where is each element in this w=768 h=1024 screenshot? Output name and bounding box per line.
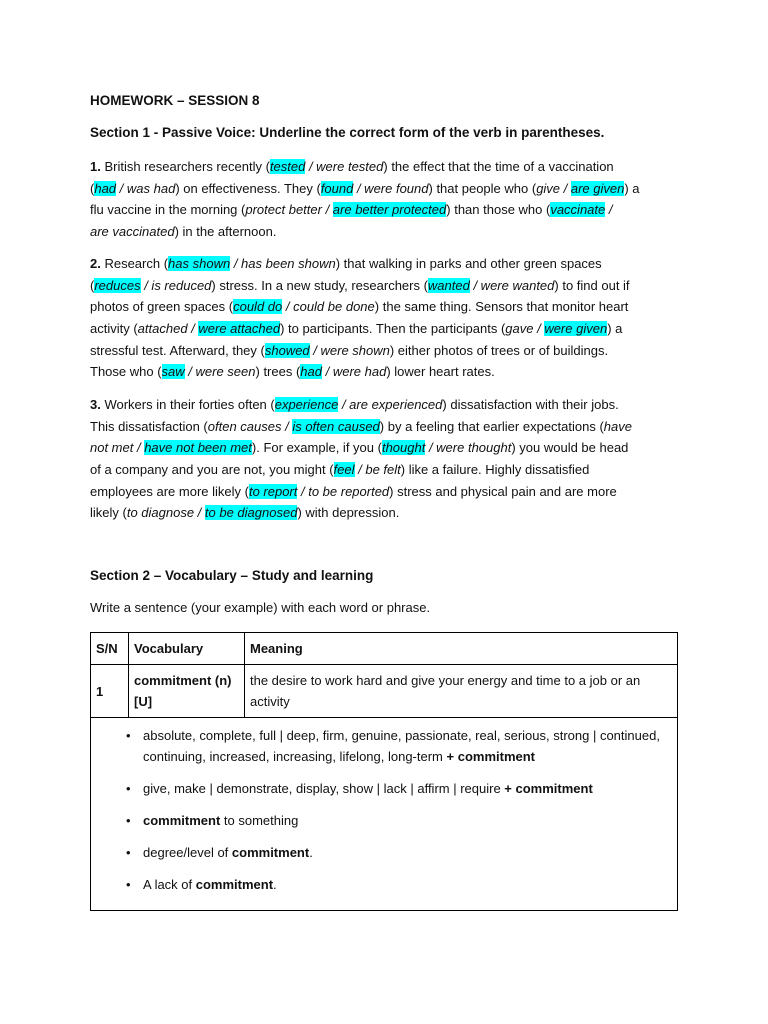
q2-text: ) the same thing. Sensors that monitor heart <box>374 299 629 315</box>
question-1 <box>90 156 680 243</box>
q1-text: flu vaccine in the morning ( <box>90 202 246 218</box>
q2-text: ) stress. In a new study, researchers ( <box>211 277 428 293</box>
q2-text: Research ( <box>100 256 169 271</box>
q3-text: ) by a feeling that earlier expectations ( <box>379 418 604 434</box>
q3-option[interactable]: / were thought <box>425 440 512 456</box>
q2-option[interactable]: / were shown <box>309 342 390 358</box>
q2-text: photos of green spaces ( <box>90 299 234 315</box>
q2-text: ) lower heart rates. <box>386 364 495 380</box>
q1-option[interactable]: give / <box>536 180 571 196</box>
q3-text: ) stress and physical pain and are more <box>389 483 617 499</box>
collocation-text: absolute, complete, full | deep, firm, genuine, passionate, real, serious, strong | continued, continuing, increased, increasing, lifelong, long-term <box>143 728 660 764</box>
q2-line-5 <box>90 340 680 362</box>
q2-text: ) to participants. Then the participants ( <box>280 321 506 337</box>
section2-heading: Section 2 – Vocabulary – Study and learning <box>90 568 374 583</box>
row-meaning[interactable]: the desire to work hard and give your energy and time to a job or an activity <box>245 665 678 718</box>
q1-text: British researchers recently ( <box>100 159 270 174</box>
q2-option[interactable]: / could be done <box>282 299 375 315</box>
collocation-keyword: + commitment <box>504 781 593 796</box>
q3-option[interactable]: / to be reported <box>297 483 390 499</box>
list-item <box>126 874 669 895</box>
header-meaning: Meaning <box>245 633 678 665</box>
bullet-icon: • <box>126 781 131 796</box>
q2-text: ( <box>90 277 95 293</box>
bullet-icon: • <box>126 728 131 743</box>
q2-answer-could-do[interactable]: could do <box>233 299 283 315</box>
row-sn: 1 <box>91 665 129 718</box>
q3-answer-thought[interactable]: thought <box>381 440 426 456</box>
list-item <box>126 778 669 799</box>
bullet-icon: • <box>126 877 131 892</box>
q2-option[interactable]: / is reduced <box>140 277 212 293</box>
q2-answer-showed[interactable]: showed <box>264 342 310 358</box>
q2-number: 2. <box>90 256 101 271</box>
q3-line-3 <box>90 437 680 459</box>
q3-number: 3. <box>90 397 101 412</box>
q3-answer-to-report[interactable]: to report <box>248 483 298 499</box>
q3-text: ) like a failure. Highly dissatisfied <box>400 462 590 478</box>
q1-answer-found[interactable]: found <box>320 180 354 196</box>
header-vocabulary: Vocabulary <box>129 633 245 665</box>
q1-text: ) in the afternoon. <box>174 224 277 240</box>
q1-option[interactable]: / was had <box>116 180 176 196</box>
q1-text: ( <box>90 180 95 196</box>
collocation-text: . <box>309 845 313 860</box>
section1-heading: Section 1 - Passive Voice: Underline the correct form of the verb in parentheses. <box>90 125 605 140</box>
q2-text: Those who ( <box>90 364 162 380</box>
list-item <box>126 725 669 767</box>
q1-line-4 <box>90 221 680 243</box>
q3-option[interactable]: to diagnose / <box>126 505 205 521</box>
q2-text: stressful test. Afterward, they ( <box>90 342 265 358</box>
q2-answer-had[interactable]: had <box>300 364 322 380</box>
q1-option[interactable]: protect better / <box>245 202 333 218</box>
q2-option[interactable]: / were wanted <box>469 277 555 293</box>
q1-text: ) the effect that the time of a vaccination <box>383 159 614 174</box>
q2-option[interactable]: / were seen <box>184 364 256 380</box>
q1-line-1 <box>90 156 680 178</box>
question-3 <box>90 394 680 524</box>
q2-line-1 <box>90 253 680 275</box>
q2-answer-reduces[interactable]: reduces <box>94 277 141 293</box>
q3-text: This dissatisfaction ( <box>90 418 208 434</box>
q1-answer-are-better-protected[interactable]: are better protected <box>332 202 447 218</box>
collocation-text: degree/level of <box>143 845 232 860</box>
q2-option[interactable]: attached / <box>137 321 199 337</box>
q3-option[interactable]: / be felt <box>354 462 401 478</box>
q2-answer-were-attached[interactable]: were attached <box>198 321 281 337</box>
collocation-keyword: commitment <box>143 813 221 828</box>
q1-line-2 <box>90 178 680 200</box>
q1-text: ) than those who ( <box>446 202 551 218</box>
collocation-text: to something <box>220 813 299 828</box>
list-item <box>126 810 669 831</box>
q3-line-1 <box>90 394 680 416</box>
q3-answer-is-often-caused[interactable]: is often caused <box>292 418 380 434</box>
collocation-text: give, make | demonstrate, display, show | lack | affirm | require <box>143 781 505 796</box>
q3-text: ) with depression. <box>297 505 400 521</box>
q3-text: ). For example, if you ( <box>251 440 382 456</box>
q2-text: activity ( <box>90 321 138 337</box>
q1-answer-tested[interactable]: tested <box>269 159 306 174</box>
section2-instruction: Write a sentence (your example) with each word or phrase. <box>90 600 431 615</box>
q3-text: ) dissatisfaction with their jobs. <box>442 397 619 412</box>
q2-answer-wanted[interactable]: wanted <box>427 277 470 293</box>
q2-option[interactable]: / has been shown <box>230 256 336 271</box>
q2-answer-saw[interactable]: saw <box>161 364 185 380</box>
q2-text: ) to find out if <box>554 277 630 293</box>
q1-option[interactable]: are vaccinated <box>90 224 175 240</box>
q1-option[interactable]: / were found <box>353 180 429 196</box>
collocation-keyword: commitment <box>195 877 274 892</box>
collocation-text: A lack of <box>143 877 196 892</box>
q3-answer-experience[interactable]: experience <box>274 397 339 412</box>
table-row <box>91 665 678 718</box>
q2-text: ) either photos of trees or of buildings. <box>389 342 609 358</box>
q2-text: ) trees ( <box>255 364 301 380</box>
q3-option[interactable]: not met / <box>90 440 145 456</box>
q1-answer-vaccinate[interactable]: vaccinate <box>550 202 606 218</box>
q3-line-6 <box>90 502 680 524</box>
q3-line-5 <box>90 481 680 503</box>
q3-answer-have-not-been-met[interactable]: have not been met <box>144 440 252 456</box>
q1-text: ) that people who ( <box>428 180 537 196</box>
q2-line-2 <box>90 275 680 297</box>
q3-line-2 <box>90 416 680 438</box>
collocations-cell[interactable] <box>91 718 678 911</box>
q1-number: 1. <box>90 159 101 174</box>
table-header-row <box>91 633 678 665</box>
q3-text: ) you would be head <box>511 440 629 456</box>
q2-line-4 <box>90 318 680 340</box>
collocation-keyword: commitment <box>231 845 310 860</box>
q3-text: likely ( <box>90 505 127 521</box>
q3-answer-feel[interactable]: feel <box>333 462 355 478</box>
q1-answer-are-given[interactable]: are given <box>570 180 625 196</box>
collocation-keyword: + commitment <box>446 749 536 764</box>
q1-answer-had[interactable]: had <box>94 180 117 196</box>
q2-answer-were-given[interactable]: were given <box>544 321 608 337</box>
vocabulary-table <box>90 632 678 911</box>
q2-option[interactable]: / were had <box>322 364 387 380</box>
q3-option[interactable]: often causes / <box>207 418 293 434</box>
collocation-list <box>123 725 669 895</box>
homework-title: HOMEWORK – SESSION 8 <box>90 93 260 108</box>
q3-text: Workers in their forties often ( <box>100 397 275 412</box>
q1-text: ) a <box>624 180 640 196</box>
q3-option[interactable]: have <box>603 418 632 434</box>
collocation-text: . <box>273 877 277 892</box>
bullet-icon: • <box>126 845 131 860</box>
q1-option[interactable]: / were tested <box>305 159 384 174</box>
q1-line-3 <box>90 199 680 221</box>
collocations-row <box>91 718 678 911</box>
header-sn: S/N <box>91 633 129 665</box>
q2-line-6 <box>90 361 680 383</box>
q3-answer-to-be-diagnosed[interactable]: to be diagnosed <box>204 505 298 521</box>
q3-option[interactable]: / are experienced <box>338 397 443 412</box>
q2-answer-has-shown[interactable]: has shown <box>168 256 231 271</box>
q1-option[interactable]: / <box>605 202 613 218</box>
list-item <box>126 842 669 863</box>
q3-text: employees are more likely ( <box>90 483 249 499</box>
row-vocabulary: commitment (n) [U] <box>129 665 245 718</box>
q3-text: of a company and you are not, you might ( <box>90 462 334 478</box>
bullet-icon: • <box>126 813 131 828</box>
q2-text: ) that walking in parks and other green spaces <box>335 256 602 271</box>
q1-text: ) on effectiveness. They ( <box>175 180 321 196</box>
q2-text: ) a <box>607 321 623 337</box>
question-2 <box>90 253 680 383</box>
q2-line-3 <box>90 296 680 318</box>
q3-line-4 <box>90 459 680 481</box>
q2-option[interactable]: gave / <box>505 321 545 337</box>
